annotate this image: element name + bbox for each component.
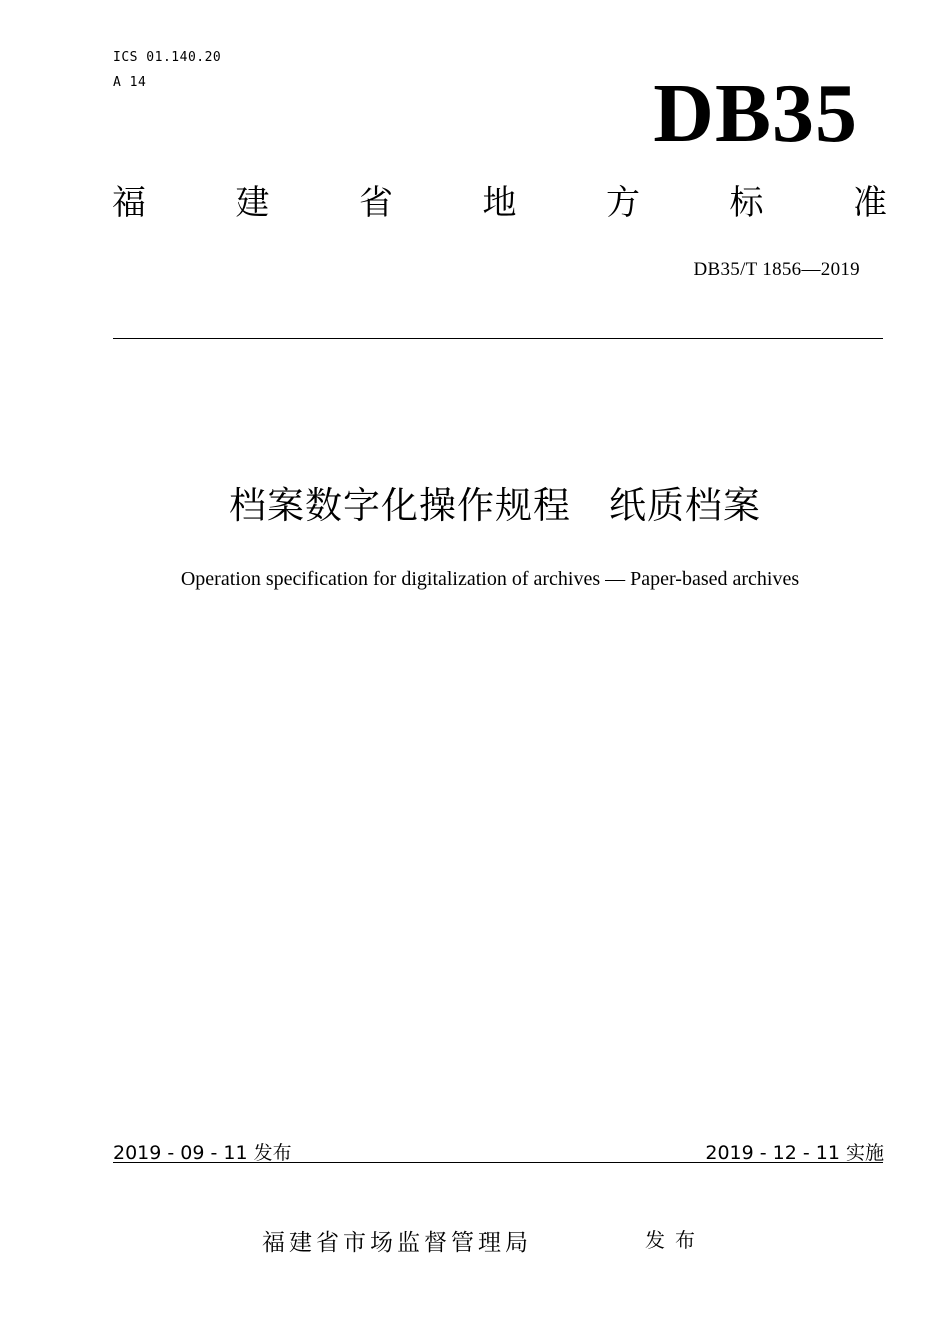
title-english: Operation specification for digitalization of archives — Paper-based archives [180,568,800,590]
ics-code: ICS 01.140.20 [113,50,222,65]
issue-label: 发布 [645,1228,705,1252]
issuing-authority: 福建省市场监督管理局 [262,1230,532,1256]
title-chinese: 档案数字化操作规程 纸质档案 [229,484,761,527]
standard-type-char: 准 [853,183,887,223]
issue-date: 2019 - 09 - 11 发布 [113,1142,292,1164]
classification-code: A 14 [113,75,147,90]
bottom-divider [113,1162,883,1163]
standard-type-char: 标 [729,183,764,223]
standard-type-char: 建 [235,183,270,223]
db35-logo: DB35 [653,67,858,160]
standard-type-char: 地 [482,183,517,223]
standard-type-char: 福 [112,183,146,223]
top-divider [113,338,883,339]
standard-number: DB35/T 1856—2019 [693,259,860,280]
standard-type-char: 方 [606,183,640,223]
standard-type-char: 省 [359,183,393,223]
standard-type [112,183,887,223]
implementation-date: 2019 - 12 - 11 实施 [705,1142,884,1164]
